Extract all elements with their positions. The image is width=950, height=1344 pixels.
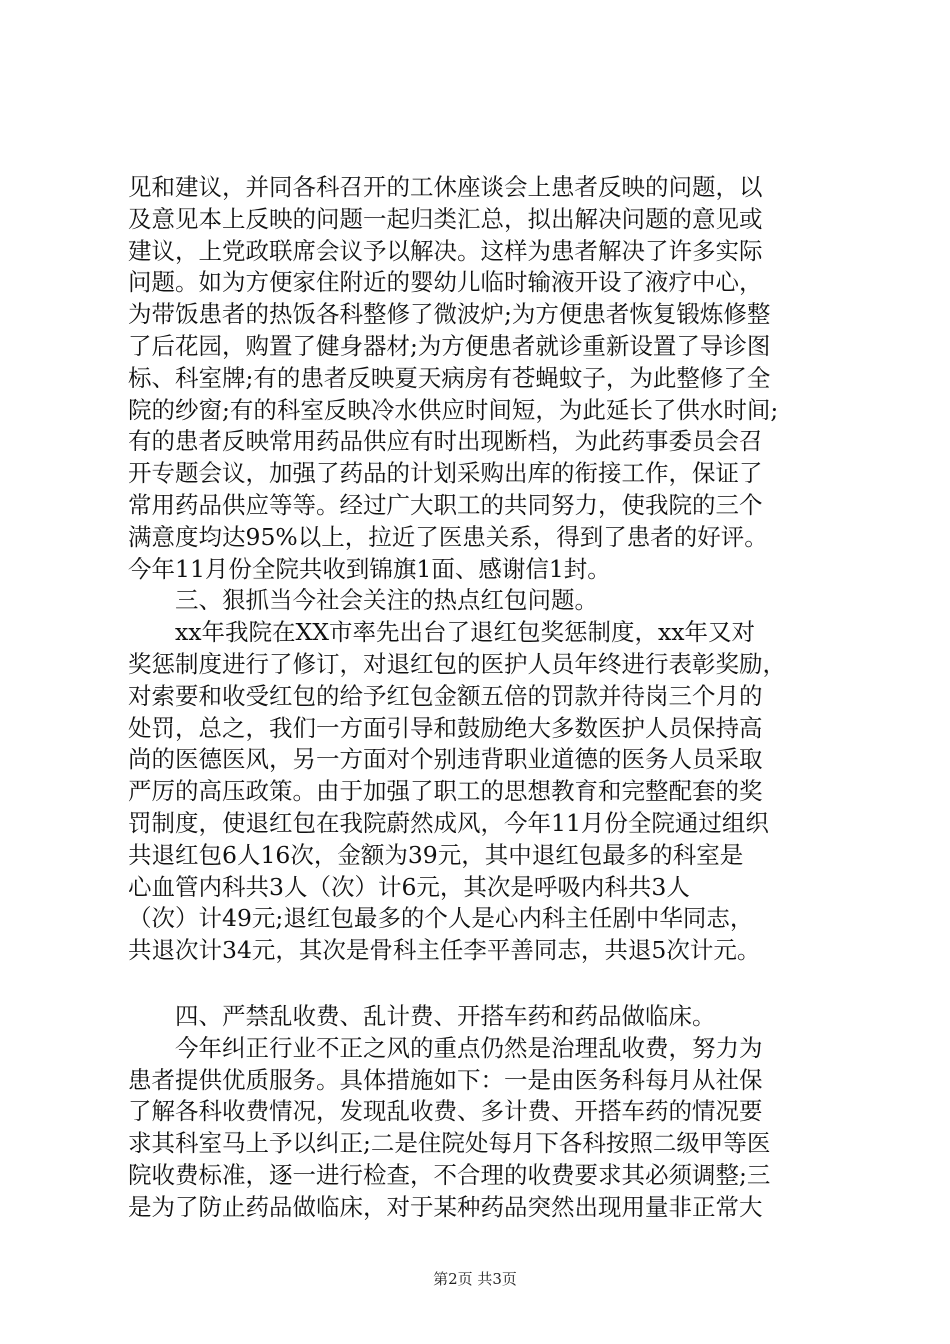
text-line: 满意度均达95%以上，拉近了医患关系，得到了患者的好评。 (128, 522, 768, 551)
text-line: 奖惩制度进行了修订，对退红包的医护人员年终进行表彰奖励， (128, 649, 786, 678)
text-line: 建议，上党政联席会议予以解决。这样为患者解决了许多实际 (128, 236, 763, 265)
document-body (128, 172, 828, 1224)
text-line: 标、科室牌;有的患者反映夏天病房有苍蝇蚊子，为此整修了全 (128, 363, 771, 392)
text-line: 开专题会议，加强了药品的计划采购出库的衔接工作，保证了 (128, 459, 763, 488)
text-line: 处罚，总之，我们一方面引导和鼓励绝大多数医护人员保持高 (128, 713, 763, 742)
text-line: xx年我院在XX市率先出台了退红包奖惩制度，xx年又对 (128, 618, 755, 647)
text-block-2 (128, 1001, 828, 1224)
text-line: 四、严禁乱收费、乱计费、开搭车药和药品做临床。 (128, 1001, 716, 1030)
text-line: 求其科室马上予以纠正;二是住院处每月下各科按照二级甲等医 (128, 1129, 771, 1158)
text-line: 心血管内科共3人（次）计6元，其次是呼吸内科共3人 (128, 872, 690, 901)
text-line: 尚的医德医风，另一方面对个别违背职业道德的医务人员采取 (128, 745, 763, 774)
text-line: 对索要和收受红包的给予红包金额五倍的罚款并待岗三个月的 (128, 681, 763, 710)
text-line: 今年11月份全院共收到锦旗1面、感谢信1封。 (128, 554, 611, 583)
text-block-1 (128, 172, 828, 967)
text-line: 院收费标准，逐一进行检查，不合理的收费要求其必须调整;三 (128, 1160, 771, 1189)
text-line: 了解各科收费情况，发现乱收费、多计费、开搭车药的情况要 (128, 1097, 763, 1126)
text-line: 罚制度，使退红包在我院蔚然成风，今年11月份全院通过组织 (128, 808, 769, 837)
text-line: 院的纱窗;有的科室反映冷水供应时间短，为此延长了供水时间; (128, 395, 779, 424)
page-footer: 第2页 共3页 (433, 1270, 517, 1288)
text-line: 今年纠正行业不正之风的重点仍然是治理乱收费，努力为 (128, 1033, 763, 1062)
text-line: 有的患者反映常用药品供应有时出现断档，为此药事委员会召 (128, 427, 763, 456)
text-line: 常用药品供应等等。经过广大职工的共同努力，使我院的三个 (128, 490, 763, 519)
text-line: 共退次计34元，其次是骨科主任李平善同志，共退5次计元。 (128, 936, 761, 965)
text-line: 及意见本上反映的问题一起归类汇总，拟出解决问题的意见或 (128, 204, 763, 233)
text-line: 为带饭患者的热饭各科整修了微波炉;为方便患者恢复锻炼修整 (128, 300, 771, 329)
text-line: 了后花园，购置了健身器材;为方便患者就诊重新设置了导诊图 (128, 331, 771, 360)
text-line: 共退红包6人16次，金额为39元，其中退红包最多的科室是 (128, 840, 744, 869)
text-line: 三、狠抓当今社会关注的热点红包问题。 (128, 586, 598, 615)
paragraph-gap (128, 967, 828, 1001)
text-line: 患者提供优质服务。具体措施如下：一是由医务科每月从社保 (128, 1065, 763, 1094)
text-line: 见和建议，并同各科召开的工休座谈会上患者反映的问题，以 (128, 173, 763, 201)
text-line: （次）计49元;退红包最多的个人是心内科主任剧中华同志， (128, 904, 754, 933)
text-line: 严厉的高压政策。由于加强了职工的思想教育和完整配套的奖 (128, 777, 763, 806)
text-line: 是为了防止药品做临床，对于某种药品突然出现用量非正常大 (128, 1192, 763, 1221)
text-line: 问题。如为方便家住附近的婴幼儿临时输液开设了液疗中心， (128, 268, 763, 297)
